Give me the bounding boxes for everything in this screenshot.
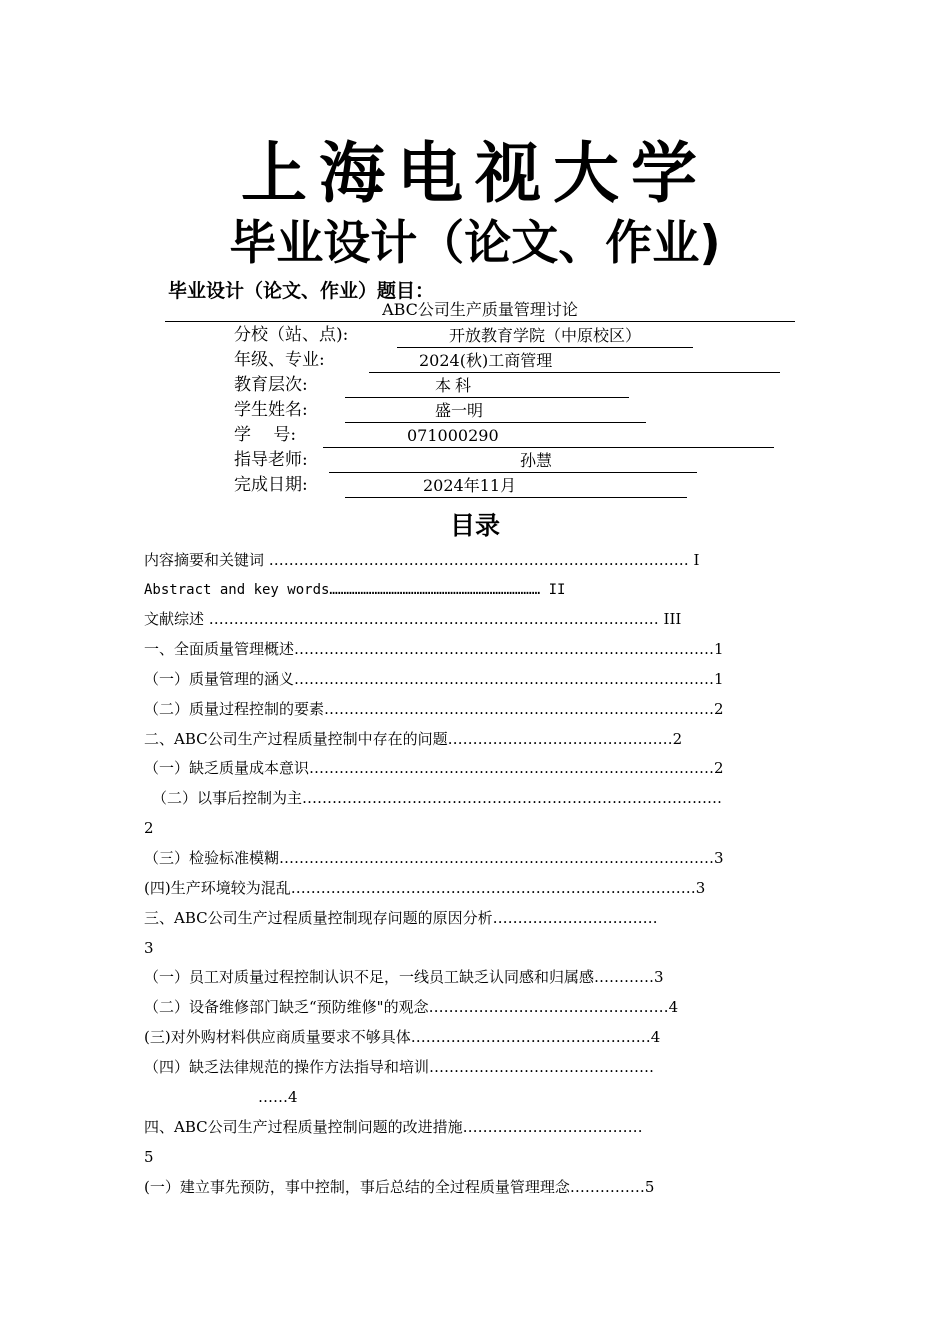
branch-value: 开放教育学院（中原校区） (397, 324, 693, 348)
toc-entry[interactable]: 三、ABC公司生产过程质量控制现存问题的原因分析…………………………… (144, 909, 658, 927)
toc-entry[interactable]: （一）员工对质量过程控制认识不足，一线员工缺乏认同感和归属感…………3 (144, 968, 664, 986)
toc-entry[interactable]: （二）质量过程控制的要素……………………………………………………………………2 (144, 700, 724, 718)
toc-entry-page: 2 (144, 819, 154, 837)
topic-value: ABC公司生产质量管理讨论 (165, 298, 795, 322)
grade-label: 年级、专业: (234, 350, 325, 370)
toc-entry-page: ……4 (258, 1088, 298, 1106)
toc-entry[interactable]: 四、ABC公司生产过程质量控制问题的改进措施……………………………… (144, 1118, 643, 1136)
toc-heading: 目录 (449, 511, 500, 540)
toc-entry[interactable]: 内容摘要和关键词 ………………………………………………………………………… I (144, 551, 700, 569)
advisor-label: 指导老师: (234, 450, 308, 470)
toc-entry[interactable]: （三）检验标准模糊……………………………………………………………………………3 (144, 849, 724, 867)
branch-label: 分校（站、点): (234, 325, 349, 345)
student-label: 学生姓名: (234, 400, 308, 420)
toc-entry[interactable]: （二）设备维修部门缺乏“预防维修"的观念…………………………………………4 (144, 998, 679, 1016)
student-value: 盛一明 (345, 399, 646, 423)
toc-entry[interactable]: (四)生产环境较为混乱………………………………………………………………………3 (144, 879, 706, 897)
id-label: 学 号: (234, 425, 297, 445)
toc-entry[interactable]: (一）建立事先预防，事中控制，事后总结的全过程质量管理理念……………5 (144, 1178, 655, 1196)
toc-entry[interactable]: (三)对外购材料供应商质量要求不够具体…………………………………………4 (144, 1028, 661, 1046)
document-title: 毕业设计（论文、作业) (229, 216, 721, 271)
toc-entry[interactable]: （二）以事后控制为主………………………………………………………………………… (152, 789, 723, 807)
toc-entry-page: 5 (144, 1148, 154, 1166)
date-value: 2024年11月 (345, 474, 687, 498)
toc-entry[interactable]: （一）质量管理的涵义…………………………………………………………………………1 (144, 670, 724, 688)
toc-entry[interactable]: 二、ABC公司生产过程质量控制中存在的问题………………………………………2 (144, 730, 683, 748)
topic-label: 毕业设计（论文、作业）题目： (168, 280, 435, 302)
advisor-value: 孙慧 (329, 449, 697, 473)
grade-value: 2024(秋)工商管理 (369, 349, 780, 373)
university-name: 上海电视大学 (241, 134, 709, 212)
level-label: 教育层次: (234, 375, 308, 395)
toc-entry-page: 3 (144, 939, 154, 957)
toc-entry[interactable]: （一）缺乏质量成本意识………………………………………………………………………2 (144, 759, 724, 777)
toc-entry[interactable]: （四）缺乏法律规范的操作方法指导和培训……………………………………… (144, 1058, 655, 1076)
date-label: 完成日期: (234, 475, 308, 495)
level-value: 本科 (345, 374, 629, 398)
id-value: 071000290 (323, 424, 774, 448)
toc-entry[interactable]: 一、全面质量管理概述…………………………………………………………………………1 (144, 640, 724, 658)
toc-entry[interactable]: Abstract and key words………………………………………………………………… II (144, 582, 566, 598)
toc-entry[interactable]: 文献综述 ……………………………………………………………………………… III (144, 610, 682, 628)
